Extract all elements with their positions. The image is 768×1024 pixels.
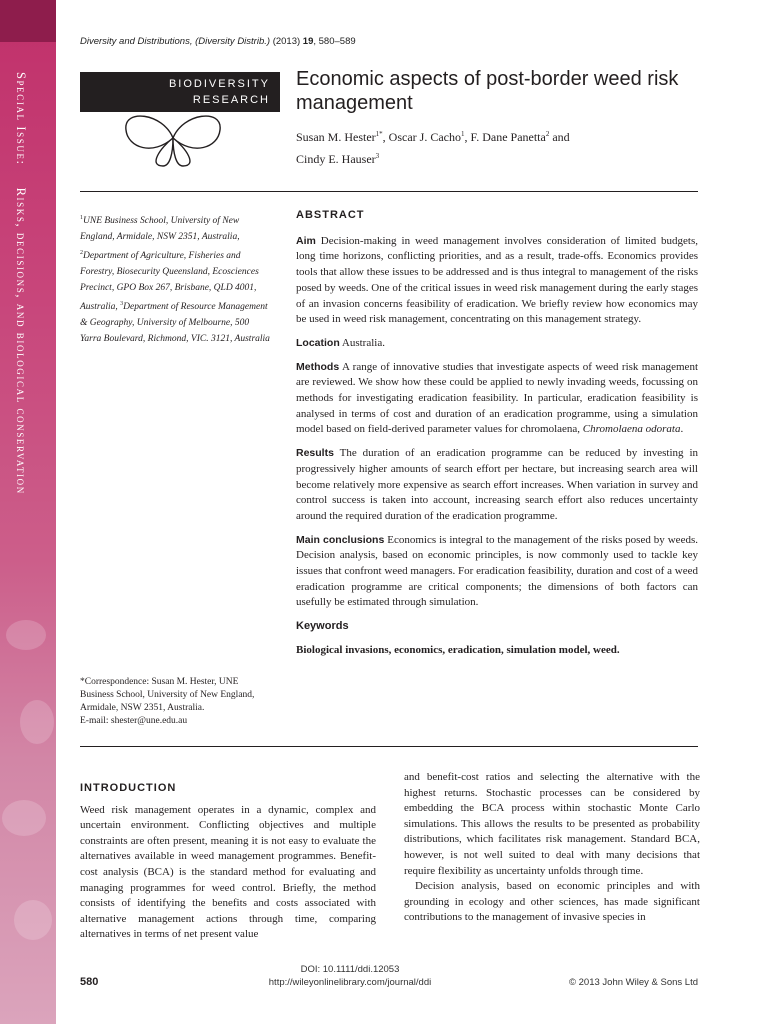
- author-name: Cindy E. Hauser: [296, 152, 376, 166]
- journal-year: (2013): [272, 36, 301, 47]
- methods-text: A range of innovative studies that investigate aspects of weed risk management are reviewed. We show how these could be applied to newly invading weeds, focussing on methods for investigating eradication feasibility. In particular, eradication feasibility is analysed in terms of cost and duration of an eradication programme, using a simulation model based on field-derived parameter values for chromolaena,: [296, 360, 698, 436]
- species-name: Chromolaena odorata: [582, 423, 681, 436]
- affiliations: [80, 210, 272, 347]
- keywords-label: Keywords: [296, 620, 349, 633]
- journal-url-link[interactable]: http://wileyonlinelibrary.com/journal/ddi: [268, 977, 432, 988]
- special-issue-title: Risks, decisions, and biological conservation: [14, 187, 28, 495]
- copyright-notice: © 2013 John Wiley & Sons Ltd: [569, 977, 698, 988]
- abstract-divider: [80, 746, 698, 747]
- article-type-badge: [80, 72, 280, 112]
- author-affiliation-mark: 1*: [375, 130, 383, 138]
- intro-column-right: [404, 770, 700, 926]
- author-name: , Oscar J. Cacho: [382, 130, 461, 144]
- page-number: 580: [80, 976, 99, 988]
- correspondence: [80, 676, 285, 728]
- location-text: Australia.: [339, 336, 385, 349]
- methods-end: .: [680, 423, 684, 436]
- author-name: Susan M. Hester: [296, 130, 376, 144]
- affiliation-text: UNE Business School, University of New England, Armidale, NSW 2351, Australia,: [80, 216, 240, 243]
- abstract-heading: ABSTRACT: [296, 209, 365, 221]
- abstract-methods: [296, 360, 698, 439]
- badge-line-1: BIODIVERSITY: [168, 78, 270, 90]
- author-affiliation-mark: 2: [545, 130, 550, 138]
- affiliation-text: Department of Resource Management & Geography, University of Melbourne, 500 Yarra Boulevard, Richmond, VIC. 3121, Australia: [80, 302, 270, 345]
- side-band-pattern: [2, 800, 46, 836]
- intro-column-left: [80, 781, 376, 943]
- affiliation-text: Department of Agriculture, Fisheries and Forestry, Biosecurity Queensland, Ecosciences Precinct, GPO Box 267, Brisbane, QLD 4001, Australia,: [80, 251, 259, 313]
- main-conclusions-label: Main conclusions: [296, 533, 385, 546]
- affiliation-mark: 2: [80, 250, 83, 257]
- journal-name: Diversity and Distributions, (Diversity Distrib.): [80, 36, 271, 47]
- special-issue-prefix: Special Issue:: [14, 72, 28, 166]
- journal-volume: 19: [302, 36, 314, 47]
- author-name: , F. Dane Panetta: [464, 130, 546, 144]
- introduction-heading: INTRODUCTION: [80, 782, 177, 794]
- results-text: The duration of an eradication programme can be reduced by investing in progressively higher amounts of search effort per hectare, but increasing search area will become relatively more expensive as search effort increases. When variation in survey and control success is taken into account, increasing search effort also reduces uncertainty around the required duration of the eradication programme.: [296, 447, 698, 522]
- correspondence-line: *Correspondence: Susan M. Hester, UNE: [80, 677, 239, 687]
- side-band-top: [0, 0, 56, 42]
- abstract: [296, 208, 698, 667]
- header-divider: [80, 191, 698, 192]
- author-list: [296, 125, 696, 169]
- journal-pages: , 580–589: [313, 36, 356, 47]
- side-band-pattern: [14, 900, 52, 940]
- journal-citation: [80, 36, 356, 47]
- side-band-pattern: [20, 700, 54, 744]
- introduction-paragraph: and benefit-cost ratios and selecting the alternative with the highest returns. Stochastic processes can be considered by embedding the BCA process within stochastic Monte Carlo simulations. This allows the results to be presented as probability distributions, which facilitates risk management. Standard BCA, however, is not well suited to deal with many decisions that require flexibility as uncertainty unfolds through time.: [404, 771, 700, 877]
- special-issue-label: [13, 72, 28, 495]
- abstract-results: [296, 446, 698, 525]
- aim-label: Aim: [296, 234, 316, 247]
- badge-line-2: RESEARCH: [192, 94, 270, 106]
- affiliation-mark: 1: [80, 215, 83, 221]
- aim-text: Decision-making in weed management involves consideration of limited budgets, long time horizons, conflicting priorities, and as a result, trade-offs. Economics provides tools that allow these issues to be addressed and is thus integral to management of the risks posed by weeds. One of the critical issues in weed risk management during the early stages of an invasion concerns feasibility of eradication. We briefly review how economics may be used in weed risk management, concentrating on this management strategy.: [296, 234, 698, 326]
- results-label: Results: [296, 447, 334, 460]
- correspondence-line: Business School, University of New England,: [80, 690, 255, 700]
- article-title: Economic aspects of post-border weed risk management: [296, 68, 679, 114]
- side-band-pattern: [6, 620, 46, 650]
- side-band: [0, 0, 56, 1024]
- doi-text: DOI: 10.1111/ddi.12053: [300, 964, 400, 975]
- abstract-location: [296, 336, 698, 352]
- main-conclusions-text: Economics is integral to the management of the risks posed by weeds. Decision analysis, based on economic principles, is now commonly used to tackle key issues that confront weed managers. For eradication feasibility, duration and cost of a weed eradication programme are critical components; the dimensions of both factors can usefully be estimated through simulation.: [296, 533, 698, 609]
- keywords-list: Biological invasions, economics, eradication, simulation model, weed.: [296, 643, 620, 656]
- author-conjunction: and: [549, 130, 570, 144]
- correspondence-line: Armidale, NSW 2351, Australia.: [80, 703, 205, 713]
- butterfly-logo-icon: [118, 108, 228, 168]
- location-label: Location: [296, 336, 340, 349]
- author-affiliation-mark: 3: [375, 152, 380, 160]
- author-affiliation-mark: 1: [460, 130, 465, 138]
- methods-label: Methods: [296, 360, 340, 373]
- abstract-main-conclusions: [296, 533, 698, 612]
- abstract-aim: [296, 234, 698, 328]
- correspondence-email: E-mail: shester@une.edu.au: [80, 716, 188, 726]
- introduction-paragraph: Decision analysis, based on economic principles and with grounding in ecology and other sciences, has made significant contributions to the management of invasive species in: [404, 880, 700, 924]
- introduction-paragraph: Weed risk management operates in a dynamic, complex and uncertain environment. Conflicting objectives and multiple constraints are often present, meaning it is not easy to evaluate the alternatives available in weed management programmes. Benefit-cost analysis (BCA) is the standard method for evaluating and managing programmes for weed control. Briefly, the method consists of identifying the benefits and costs associated with alternative management actions through time, comparing alternatives in terms of net present value: [80, 803, 376, 941]
- affiliation-mark: 3: [120, 301, 124, 308]
